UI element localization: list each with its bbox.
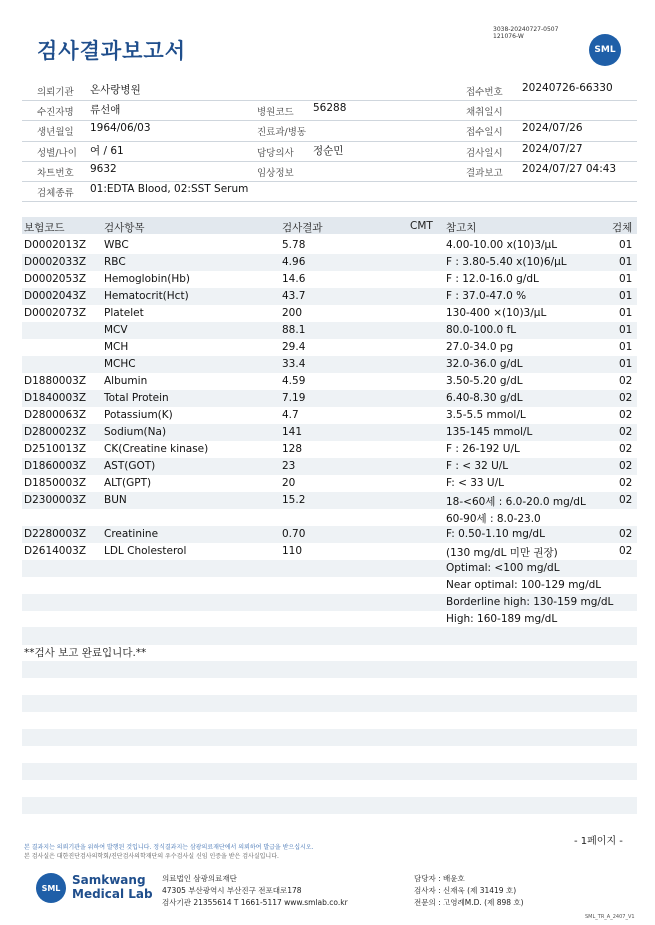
disclaimer-note: 본 결과지는 의뢰기관을 위하여 발행된 것입니다. 정식결과지는 삼광의료재단에서 의뢰하여 발급을 받으십시오. xyxy=(24,844,314,851)
table-row xyxy=(22,288,637,305)
reference-range: 3.50-5.20 g/dL xyxy=(446,375,523,387)
table-row xyxy=(22,390,637,407)
insurance-code: D1840003Z xyxy=(24,392,87,404)
test-item: Total Protein xyxy=(104,392,169,404)
table-row xyxy=(22,305,637,322)
footer-brand xyxy=(72,873,153,901)
header-divider xyxy=(22,100,637,101)
table-row xyxy=(22,492,637,509)
reference-range: 80.0-100.0 fL xyxy=(446,324,517,336)
col-reference: 참고치 xyxy=(446,222,477,234)
reference-range: 27.0-34.0 pg xyxy=(446,341,514,353)
reference-range: F : 12.0-16.0 g/dL xyxy=(446,273,539,285)
footer-org-info xyxy=(162,873,348,909)
insurance-code: D0002013Z xyxy=(24,239,87,251)
test-item: Hemoglobin(Hb) xyxy=(104,273,191,285)
reference-range: Borderline high: 130-159 mg/dL xyxy=(446,596,614,608)
specimen: 01 xyxy=(619,273,633,285)
brand-line: Medical Lab xyxy=(72,887,153,901)
test-result: 110 xyxy=(282,545,303,557)
header-label: 채취일시 xyxy=(466,107,503,118)
reference-range: F : 37.0-47.0 % xyxy=(446,290,527,302)
test-item: Potassium(K) xyxy=(104,409,173,421)
test-result: 7.19 xyxy=(282,392,306,404)
test-item: Albumin xyxy=(104,375,148,387)
header-value: 온사랑병원 xyxy=(90,84,141,96)
test-result: 43.7 xyxy=(282,290,306,302)
header-label: 성별/나이 xyxy=(37,148,77,159)
footer-staff-info xyxy=(414,873,524,909)
specimen: 01 xyxy=(619,290,633,302)
empty-row xyxy=(22,661,637,678)
specimen: 01 xyxy=(619,358,633,370)
insurance-code: D2510013Z xyxy=(24,443,87,455)
reference-range: F: < 33 U/L xyxy=(446,477,505,489)
insurance-code: D2300003Z xyxy=(24,494,87,506)
table-row xyxy=(22,560,637,577)
empty-row xyxy=(22,729,637,746)
header-value: 정순민 xyxy=(313,145,344,157)
reference-range: F : 26-192 U/L xyxy=(446,443,520,455)
table-row xyxy=(22,254,637,271)
test-item: Platelet xyxy=(104,307,144,319)
specimen: 01 xyxy=(619,307,633,319)
header-label: 접수일시 xyxy=(466,127,503,138)
test-item: Sodium(Na) xyxy=(104,426,167,438)
staff-line: 담당자 : 배윤호 xyxy=(414,874,465,883)
reference-range: F: 0.50-1.10 mg/dL xyxy=(446,528,545,540)
test-item: ALT(GPT) xyxy=(104,477,152,489)
test-item: BUN xyxy=(104,494,127,506)
col-test-item: 검사항목 xyxy=(104,222,145,234)
header-value: 56288 xyxy=(313,102,347,114)
reference-range: Near optimal: 100-129 mg/dL xyxy=(446,579,602,591)
reference-range: High: 160-189 mg/dL xyxy=(446,613,558,625)
table-row xyxy=(22,611,637,628)
page-title: 검사결과보고서 xyxy=(37,39,187,63)
test-result: 200 xyxy=(282,307,303,319)
test-result: 0.70 xyxy=(282,528,306,540)
header-value: 01:EDTA Blood, 02:SST Serum xyxy=(90,183,249,195)
specimen: 02 xyxy=(619,392,633,404)
staff-line: 검사자 : 신재욱 (제 31419 호) xyxy=(414,886,517,895)
header-label: 검체종류 xyxy=(37,188,74,199)
specimen: 01 xyxy=(619,324,633,336)
col-specimen: 검체 xyxy=(612,222,633,234)
test-result: 14.6 xyxy=(282,273,306,285)
table-row xyxy=(22,526,637,543)
insurance-code: D0002043Z xyxy=(24,290,87,302)
specimen: 02 xyxy=(619,494,633,506)
table-row xyxy=(22,424,637,441)
test-result: 4.59 xyxy=(282,375,306,387)
header-label: 담당의사 xyxy=(257,148,294,159)
reference-range: 4.00-10.00 x(10)3/μL xyxy=(446,239,558,251)
reference-range: F : 3.80-5.40 x(10)6/μL xyxy=(446,256,567,268)
col-result: 검사결과 xyxy=(282,222,323,234)
header-value: 1964/06/03 xyxy=(90,122,151,134)
empty-row xyxy=(22,627,637,644)
document-code-line: 121076-W xyxy=(493,33,524,40)
specimen: 02 xyxy=(619,528,633,540)
header-label: 병원코드 xyxy=(257,107,294,118)
header-divider xyxy=(22,120,637,121)
table-row xyxy=(22,475,637,492)
test-item: Creatinine xyxy=(104,528,159,540)
form-code: SML_TR_A_2407_V1 xyxy=(585,914,635,920)
test-item: CK(Creatine kinase) xyxy=(104,443,209,455)
header-label: 결과보고 xyxy=(466,168,503,179)
col-insurance-code: 보험코드 xyxy=(24,222,65,234)
header-value: 9632 xyxy=(90,163,117,175)
reference-range: 18-<60세 : 6.0-20.0 mg/dL xyxy=(446,496,586,508)
table-row xyxy=(22,356,637,373)
specimen: 01 xyxy=(619,341,633,353)
reference-range: Optimal: <100 mg/dL xyxy=(446,562,560,574)
specimen: 02 xyxy=(619,477,633,489)
insurance-code: D1880003Z xyxy=(24,375,87,387)
test-item: RBC xyxy=(104,256,126,268)
test-result: 4.96 xyxy=(282,256,306,268)
test-item: MCV xyxy=(104,324,128,336)
specimen: 02 xyxy=(619,426,633,438)
header-value: 20240726-66330 xyxy=(522,82,613,94)
reference-range: 135-145 mmol/L xyxy=(446,426,533,438)
test-result: 29.4 xyxy=(282,341,306,353)
test-result: 23 xyxy=(282,460,296,472)
table-row xyxy=(22,543,637,560)
document-code xyxy=(493,26,558,40)
insurance-code: D2800023Z xyxy=(24,426,87,438)
header-divider xyxy=(22,181,637,182)
table-row xyxy=(22,271,637,288)
header-label: 진료과/병동 xyxy=(257,127,307,138)
footer-sml-logo: SML xyxy=(36,873,66,903)
test-result: 5.78 xyxy=(282,239,306,251)
header-label: 차트번호 xyxy=(37,168,74,179)
table-row xyxy=(22,594,637,611)
insurance-code: D1850003Z xyxy=(24,477,87,489)
reference-range: 6.40-8.30 g/dL xyxy=(446,392,523,404)
insurance-code: D0002073Z xyxy=(24,307,87,319)
insurance-code: D0002053Z xyxy=(24,273,87,285)
test-item: WBC xyxy=(104,239,129,251)
reference-range: (130 mg/dL 미만 권장) xyxy=(446,547,558,559)
header-label: 검사일시 xyxy=(466,148,503,159)
table-row xyxy=(22,441,637,458)
empty-row xyxy=(22,763,637,780)
test-item: MCHC xyxy=(104,358,136,370)
header-value: 2024/07/27 04:43 xyxy=(522,163,617,175)
test-result: 15.2 xyxy=(282,494,306,506)
header-value: 2024/07/26 xyxy=(522,122,583,134)
table-row xyxy=(22,339,637,356)
reference-range: 32.0-36.0 g/dL xyxy=(446,358,523,370)
org-line: 의료법인 삼광의료재단 xyxy=(162,874,237,883)
table-row xyxy=(22,322,637,339)
report-complete-note: **검사 보고 완료입니다.** xyxy=(24,647,147,659)
specimen: 02 xyxy=(619,375,633,387)
specimen: 02 xyxy=(619,460,633,472)
accreditation-note: 본 검사실은 대한진단검사의학회/진단검사의학재단의 우수검사실 신임 인증을 받은 검사실입니다. xyxy=(24,853,279,860)
test-result: 33.4 xyxy=(282,358,306,370)
header-label: 접수번호 xyxy=(466,87,503,98)
header-label: 생년월일 xyxy=(37,127,74,138)
table-row xyxy=(22,458,637,475)
insurance-code: D1860003Z xyxy=(24,460,87,472)
staff-line: 전문의 : 고영례M.D. (제 898 호) xyxy=(414,898,524,907)
specimen: 02 xyxy=(619,409,633,421)
reference-range: 3.5-5.5 mmol/L xyxy=(446,409,526,421)
insurance-code: D2280003Z xyxy=(24,528,87,540)
header-divider xyxy=(22,141,637,142)
header-label: 의뢰기관 xyxy=(37,87,74,98)
empty-row xyxy=(22,797,637,814)
page-number: - 1페이지 - xyxy=(574,836,623,847)
col-cmt: CMT xyxy=(410,220,433,232)
header-value: 여 / 61 xyxy=(90,145,124,157)
table-row xyxy=(22,577,637,594)
specimen: 01 xyxy=(619,256,633,268)
insurance-code: D0002033Z xyxy=(24,256,87,268)
header-divider xyxy=(22,201,637,202)
org-line: 47305 부산광역시 부산진구 전포대로178 xyxy=(162,886,302,895)
test-result: 4.7 xyxy=(282,409,299,421)
test-item: AST(GOT) xyxy=(104,460,156,472)
insurance-code: D2800063Z xyxy=(24,409,87,421)
reference-range: 60-90세 : 8.0-23.0 xyxy=(446,513,541,525)
test-item: Hematocrit(Hct) xyxy=(104,290,189,302)
insurance-code: D2614003Z xyxy=(24,545,87,557)
test-result: 141 xyxy=(282,426,303,438)
test-result: 128 xyxy=(282,443,303,455)
test-result: 88.1 xyxy=(282,324,306,336)
table-row xyxy=(22,407,637,424)
header-label: 임상정보 xyxy=(257,168,294,179)
test-result: 20 xyxy=(282,477,296,489)
specimen: 02 xyxy=(619,545,633,557)
test-item: MCH xyxy=(104,341,129,353)
sml-logo: SML xyxy=(589,34,621,66)
empty-row xyxy=(22,695,637,712)
table-row xyxy=(22,373,637,390)
header-label: 수진자명 xyxy=(37,107,74,118)
specimen: 01 xyxy=(619,239,633,251)
brand-line: Samkwang xyxy=(72,873,146,887)
org-line: 검사기관 21355614 T 1661-5117 www.smlab.co.kr xyxy=(162,898,348,907)
reference-range: 130-400 ×(10)3/μL xyxy=(446,307,547,319)
table-row xyxy=(22,509,637,526)
header-value: 2024/07/27 xyxy=(522,143,583,155)
header-divider xyxy=(22,161,637,162)
document-code-line: 3038-20240727-0507 xyxy=(493,26,559,33)
reference-range: F : < 32 U/L xyxy=(446,460,509,472)
header-value: 류선애 xyxy=(90,104,121,116)
test-item: LDL Cholesterol xyxy=(104,545,187,557)
specimen: 02 xyxy=(619,443,633,455)
table-row xyxy=(22,237,637,254)
